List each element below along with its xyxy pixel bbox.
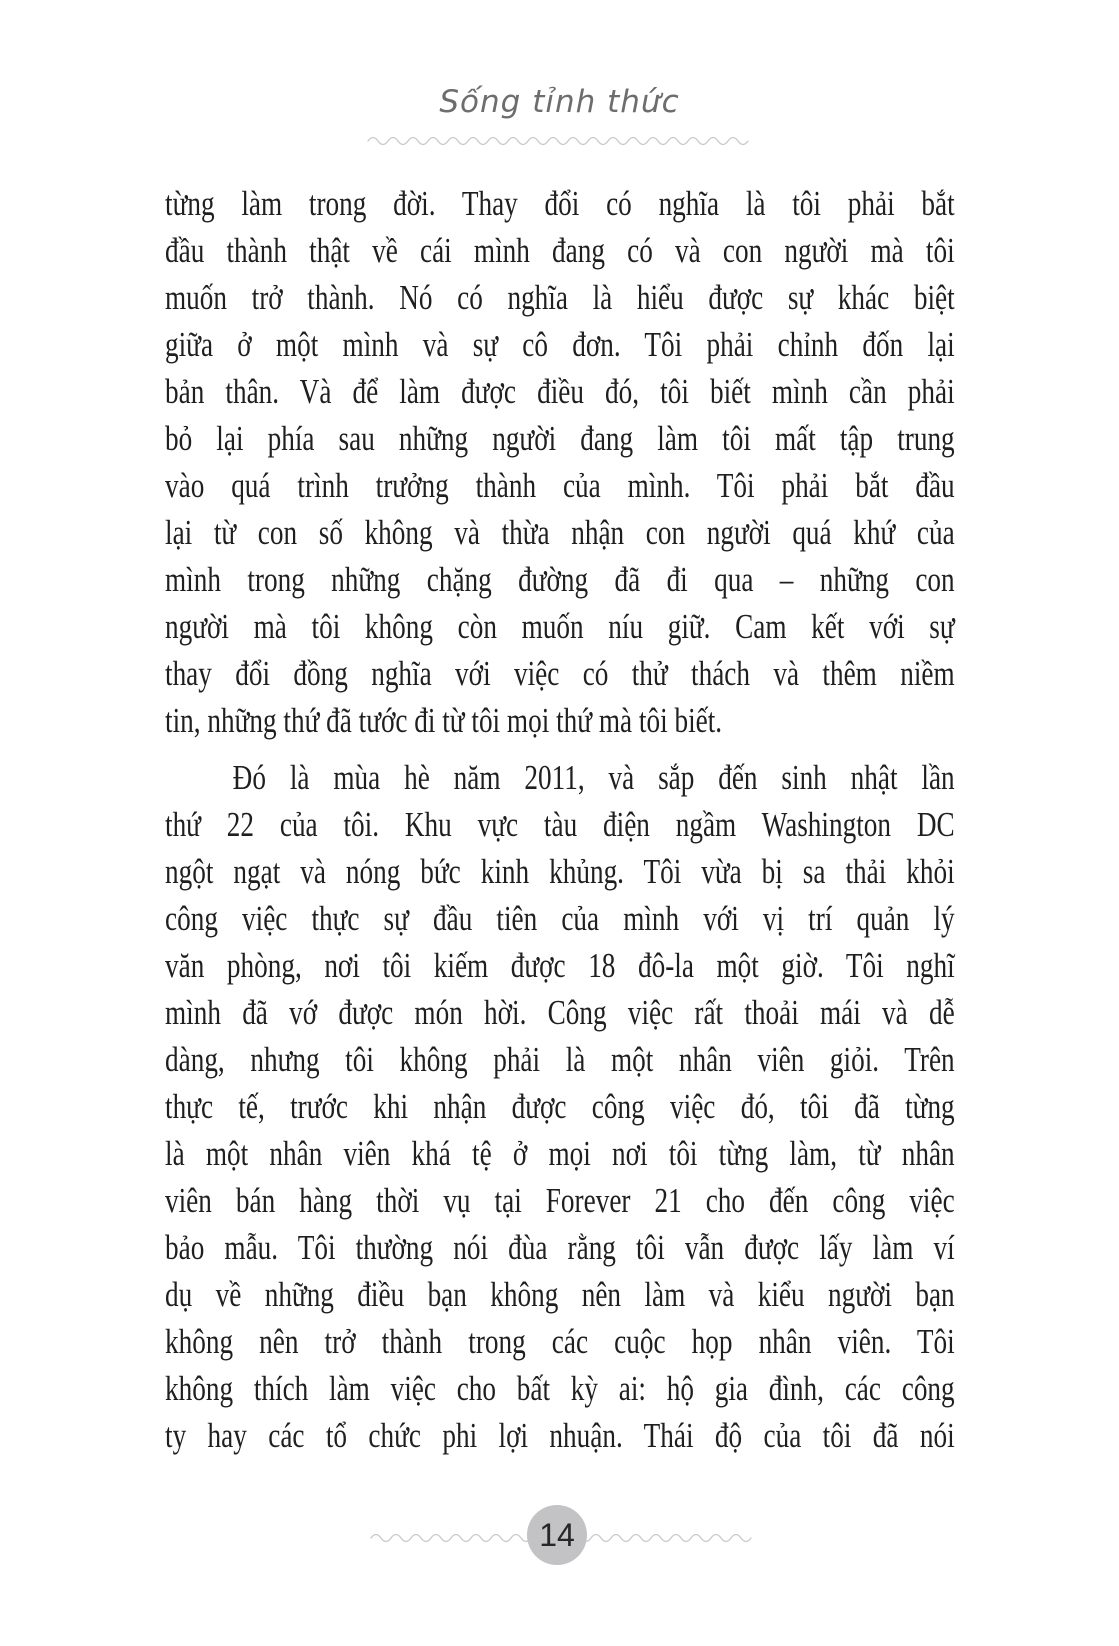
page-body <box>165 180 955 1459</box>
text-line: viên bán hàng thời vụ tại Forever 21 cho đến công việc <box>165 1181 955 1220</box>
text-line: muốn trở thành. Nó có nghĩa là hiểu được sự khác biệt <box>165 278 955 317</box>
text-line: thực tế, trước khi nhận được công việc đó, tôi đã từng <box>165 1087 955 1126</box>
text-line: ty hay các tổ chức phi lợi nhuận. Thái độ của tôi đã nói <box>165 1416 955 1455</box>
text-line: dụ về những điều bạn không nên làm và kiểu người bạn <box>165 1275 955 1314</box>
paragraph <box>165 180 955 744</box>
text-line: công việc thực sự đầu tiên của mình với vị trí quản lý <box>165 899 955 938</box>
text-line: lại từ con số không và thừa nhận con người quá khứ của <box>165 513 955 552</box>
wavy-divider-top <box>365 132 755 148</box>
text-line: mình đã vớ được món hời. Công việc rất thoải mái và dễ <box>165 993 955 1032</box>
page-number-badge <box>527 1505 587 1565</box>
text-line: Đó là mùa hè năm 2011, và sắp đến sinh nhật lần <box>232 758 955 797</box>
text-line: văn phòng, nơi tôi kiếm được 18 đô-la một giờ. Tôi nghĩ <box>165 946 955 985</box>
text-line: ngột ngạt và nóng bức kinh khủng. Tôi vừa bị sa thải khỏi <box>165 852 955 891</box>
text-line: đầu thành thật về cái mình đang có và con người mà tôi <box>165 231 955 270</box>
text-line: bản thân. Và để làm được điều đó, tôi biết mình cần phải <box>165 372 955 411</box>
text-line: người mà tôi không còn muốn níu giữ. Cam kết với sự <box>165 607 955 646</box>
text-line: bỏ lại phía sau những người đang làm tôi mất tập trung <box>165 419 955 458</box>
text-line: bảo mẫu. Tôi thường nói đùa rằng tôi vẫn được lấy làm ví <box>165 1228 955 1267</box>
text-line: dàng, nhưng tôi không phải là một nhân viên giỏi. Trên <box>165 1040 955 1079</box>
text-line: không thích làm việc cho bất kỳ ai: hộ gia đình, các công <box>165 1369 955 1408</box>
paragraph <box>165 754 955 1459</box>
page-number: 14 <box>539 1516 575 1553</box>
text-line: thứ 22 của tôi. Khu vực tàu điện ngầm Washington DC <box>165 805 955 844</box>
text-line: tin, những thứ đã tước đi từ tôi mọi thứ mà tôi biết. <box>165 701 723 740</box>
text-line: là một nhân viên khá tệ ở mọi nơi tôi từng làm, từ nhân <box>165 1134 955 1173</box>
text-line: không nên trở thành trong các cuộc họp nhân viên. Tôi <box>165 1322 955 1361</box>
text-line: từng làm trong đời. Thay đổi có nghĩa là tôi phải bắt <box>165 184 955 223</box>
text-line: giữa ở một mình và sự cô đơn. Tôi phải chỉnh đốn lại <box>165 325 955 364</box>
text-line: mình trong những chặng đường đã đi qua – những con <box>165 560 955 599</box>
text-line: vào quá trình trưởng thành của mình. Tôi phải bắt đầu <box>165 466 955 505</box>
text-line: thay đổi đồng nghĩa với việc có thử thách và thêm niềm <box>165 654 955 693</box>
running-head-title: Sống tỉnh thức <box>439 84 680 120</box>
